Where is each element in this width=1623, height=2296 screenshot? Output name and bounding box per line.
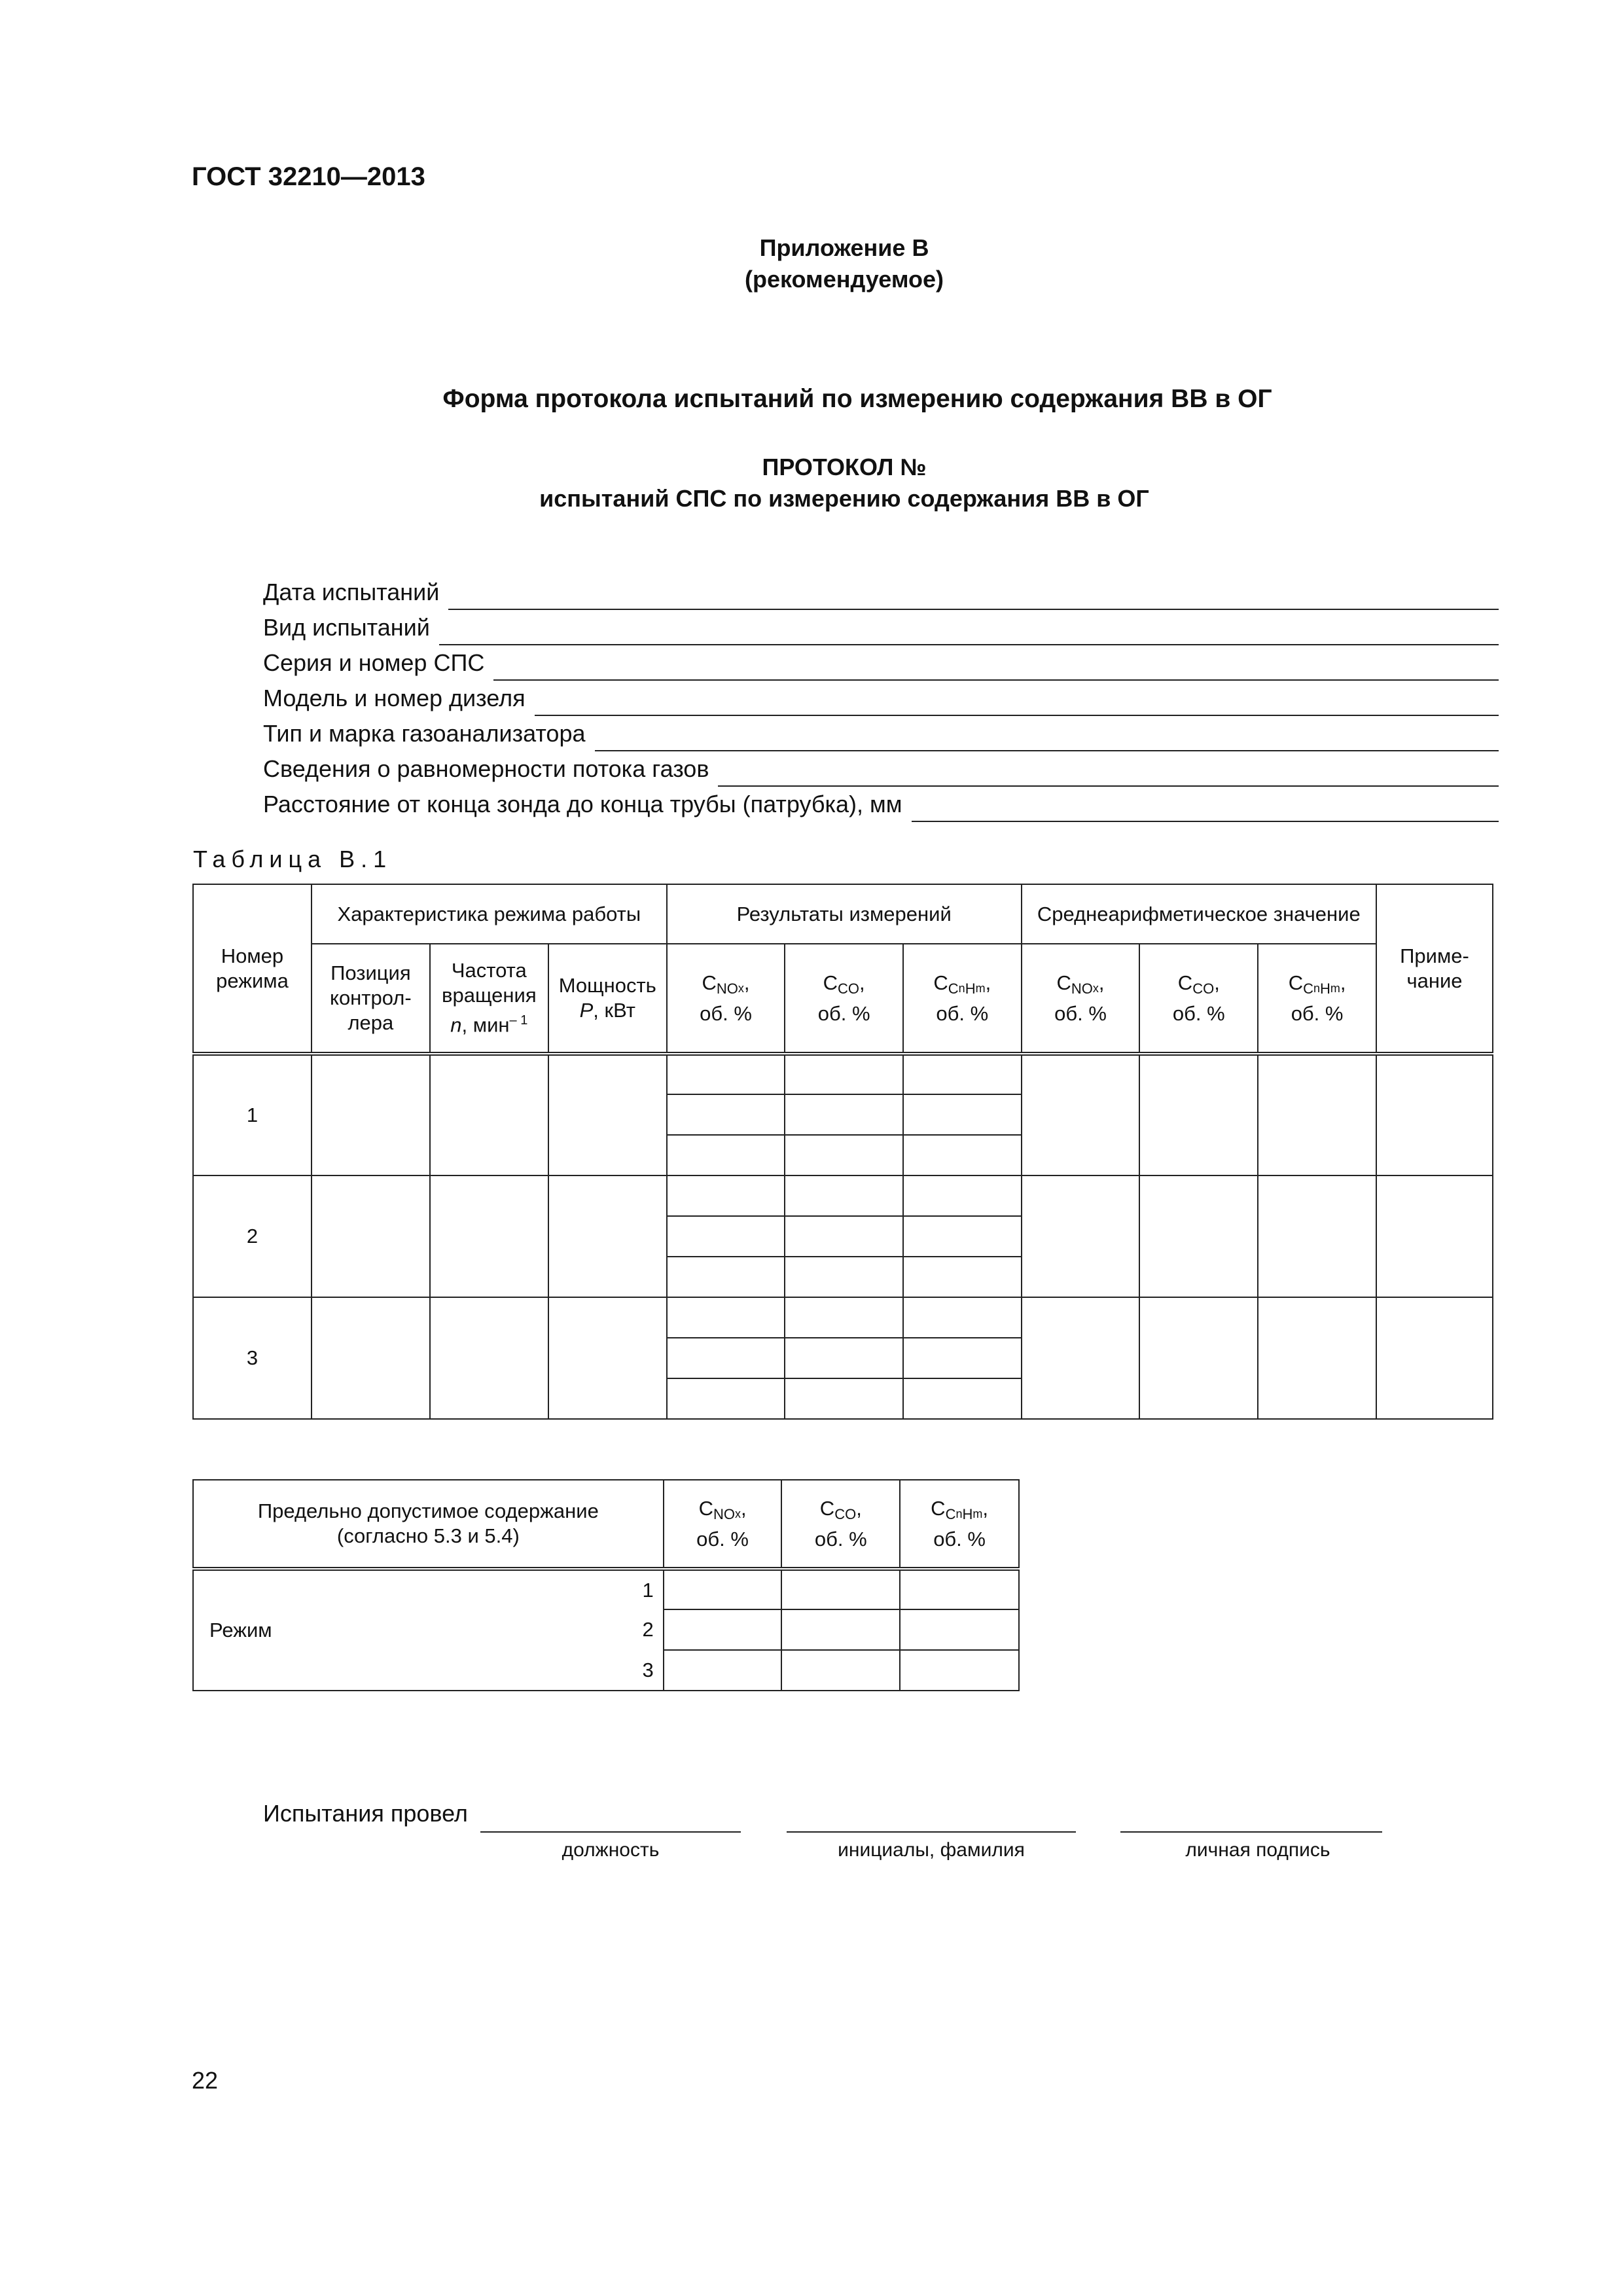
cell-result-cnhm[interactable] (903, 1175, 1022, 1216)
field-blank-line[interactable] (535, 681, 1499, 716)
header-power-label: Мощность (558, 974, 656, 997)
field-blank-line[interactable] (912, 787, 1499, 822)
cell-position[interactable] (312, 1175, 430, 1297)
field-label: Серия и номер СПС (263, 649, 485, 676)
limit-mode-number: 3 (546, 1650, 664, 1691)
name-caption: инициалы, фамилия (838, 1839, 1025, 1861)
header-power (548, 944, 667, 1054)
cell-result-nox[interactable] (667, 1257, 785, 1297)
measurement-table (192, 884, 1493, 1420)
protocol-number: ПРОТОКОЛ № (762, 454, 927, 480)
cell-result-cnhm[interactable] (903, 1094, 1022, 1135)
appendix-title: Приложение В (759, 234, 929, 261)
signature-label: Испытания провел (263, 1800, 468, 1827)
cell-position[interactable] (312, 1297, 430, 1419)
limit-mode-number: 2 (546, 1609, 664, 1650)
limit-header-cnhm: $C_Cn_Hm$, об. % (900, 1480, 1019, 1569)
protocol-subtitle: испытаний СПС по измерению содержания ВВ в ОГ (539, 485, 1149, 512)
cell-limit-cnhm[interactable] (900, 1609, 1019, 1650)
field-series-number[interactable] (263, 645, 1499, 681)
appendix-status: (рекомендуемое) (745, 266, 944, 293)
header-controller-position: Позиция контрол-лера (312, 944, 430, 1054)
limit-mode-label: Режим (193, 1569, 546, 1691)
limit-header-title: Предельно допустимое содержание (257, 1499, 599, 1522)
cell-result-nox[interactable] (667, 1175, 785, 1216)
header-result-nox: $C_{NO}x$, об. % (667, 944, 785, 1054)
protocol-heading (327, 452, 1361, 514)
cell-result-co[interactable] (785, 1257, 903, 1297)
cell-note[interactable] (1376, 1175, 1493, 1297)
cell-result-cnhm[interactable] (903, 1135, 1022, 1175)
cell-limit-nox[interactable] (664, 1569, 782, 1609)
sign-caption: личная подпись (1185, 1839, 1330, 1861)
header-rotation-speed (430, 944, 548, 1054)
cell-power[interactable] (548, 1175, 667, 1297)
cell-note[interactable] (1376, 1297, 1493, 1419)
header-mode-number: Номер режима (193, 884, 312, 1054)
header-avg-nox: $C_{NO}x$, об. % (1022, 944, 1140, 1054)
position-caption: должность (562, 1839, 660, 1861)
limit-header-co: $C_{CO}$, об. % (781, 1480, 900, 1569)
cell-result-co[interactable] (785, 1094, 903, 1135)
mode-number-cell: 1 (193, 1054, 312, 1175)
cell-result-cnhm[interactable] (903, 1378, 1022, 1419)
field-label: Тип и марка газоанализатора (263, 720, 586, 747)
form-title: Форма протокола испытаний по измерению содержания ВВ в ОГ (442, 385, 1272, 413)
cell-result-nox[interactable] (667, 1216, 785, 1257)
cell-speed[interactable] (430, 1054, 548, 1175)
header-speed-label: Частота вращения (442, 959, 537, 1007)
table-caption: Таблица В.1 (193, 846, 393, 872)
cell-position[interactable] (312, 1054, 430, 1175)
signature-line[interactable] (1120, 1831, 1382, 1833)
position-line[interactable] (480, 1831, 741, 1833)
field-label: Расстояние от конца зонда до конца трубы (патрубка), мм (263, 791, 902, 817)
header-result-co: $C_{CO}$, об. % (785, 944, 903, 1054)
cell-speed[interactable] (430, 1175, 548, 1297)
cell-result-co[interactable] (785, 1378, 903, 1419)
limit-table (192, 1479, 1020, 1691)
document-code: ГОСТ 32210—2013 (192, 162, 425, 191)
field-blank-line[interactable] (439, 610, 1499, 645)
table-row (193, 1175, 1493, 1216)
cell-avg-co[interactable] (1139, 1054, 1258, 1175)
field-blank-line[interactable] (493, 645, 1499, 681)
header-power-unit: P, кВт (579, 999, 635, 1022)
cell-result-nox[interactable] (667, 1338, 785, 1378)
cell-result-co[interactable] (785, 1135, 903, 1175)
cell-result-co[interactable] (785, 1338, 903, 1378)
field-label: Модель и номер дизеля (263, 685, 526, 711)
cell-avg-co[interactable] (1139, 1297, 1258, 1419)
field-blank-line[interactable] (718, 751, 1499, 787)
cell-result-nox[interactable] (667, 1094, 785, 1135)
cell-result-nox[interactable] (667, 1054, 785, 1094)
signature-block (263, 1800, 1389, 1878)
cell-result-co[interactable] (785, 1216, 903, 1257)
field-label: Дата испытаний (263, 579, 440, 605)
cell-result-cnhm[interactable] (903, 1338, 1022, 1378)
mode-number-cell: 3 (193, 1297, 312, 1419)
page-number: 22 (192, 2067, 219, 2094)
header-measurement-results: Результаты измерений (667, 884, 1022, 944)
cell-avg-nox[interactable] (1022, 1297, 1140, 1419)
cell-avg-nox[interactable] (1022, 1175, 1140, 1297)
field-diesel-model[interactable] (263, 681, 1499, 716)
limit-header-reference: (согласно 5.3 и 5.4) (336, 1524, 520, 1547)
cell-speed[interactable] (430, 1297, 548, 1419)
cell-limit-co[interactable] (781, 1650, 900, 1691)
cell-result-cnhm[interactable] (903, 1257, 1022, 1297)
field-flow-uniformity[interactable] (263, 751, 1499, 787)
table-row (193, 1054, 1493, 1094)
header-result-cnhm: $C_Cn_Hm$, об. % (903, 944, 1022, 1054)
cell-limit-cnhm[interactable] (900, 1569, 1019, 1609)
cell-limit-nox[interactable] (664, 1609, 782, 1650)
field-blank-line[interactable] (595, 716, 1499, 751)
header-avg-cnhm: $C_Cn_Hm$, об. % (1258, 944, 1376, 1054)
name-line[interactable] (787, 1831, 1076, 1833)
field-label: Вид испытаний (263, 614, 430, 641)
cell-power[interactable] (548, 1054, 667, 1175)
limit-mode-number: 1 (546, 1569, 664, 1609)
header-avg-co: $C_{CO}$, об. % (1139, 944, 1258, 1054)
limit-header-nox: $C_{NO}x$, об. % (664, 1480, 782, 1569)
cell-result-co[interactable] (785, 1054, 903, 1094)
mode-number-cell: 2 (193, 1175, 312, 1297)
cell-note[interactable] (1376, 1054, 1493, 1175)
table-row (193, 1569, 1019, 1609)
cell-result-cnhm[interactable] (903, 1216, 1022, 1257)
cell-limit-nox[interactable] (664, 1650, 782, 1691)
cell-avg-cnhm[interactable] (1258, 1175, 1376, 1297)
cell-avg-nox[interactable] (1022, 1054, 1140, 1175)
field-test-type[interactable] (263, 610, 1499, 645)
header-speed-unit: n, мин$^{- 1}$ (450, 1013, 528, 1037)
cell-result-nox[interactable] (667, 1135, 785, 1175)
cell-result-cnhm[interactable] (903, 1054, 1022, 1094)
field-probe-distance[interactable] (263, 787, 1499, 822)
header-mode-characteristics: Характеристика режима работы (312, 884, 667, 944)
header-note: Приме-чание (1376, 884, 1493, 1054)
header-average-value: Среднеарифметическое значение (1022, 884, 1376, 944)
limit-header (193, 1480, 664, 1569)
cell-avg-co[interactable] (1139, 1175, 1258, 1297)
cell-avg-cnhm[interactable] (1258, 1297, 1376, 1419)
cell-avg-cnhm[interactable] (1258, 1054, 1376, 1175)
field-blank-line[interactable] (448, 575, 1499, 610)
field-label: Сведения о равномерности потока газов (263, 755, 709, 782)
cell-result-nox[interactable] (667, 1297, 785, 1338)
cell-power[interactable] (548, 1297, 667, 1419)
cell-limit-co[interactable] (781, 1569, 900, 1609)
cell-limit-cnhm[interactable] (900, 1650, 1019, 1691)
cell-result-co[interactable] (785, 1297, 903, 1338)
cell-limit-co[interactable] (781, 1609, 900, 1650)
field-test-date[interactable] (263, 575, 1499, 610)
cell-result-cnhm[interactable] (903, 1297, 1022, 1338)
field-gas-analyzer[interactable] (263, 716, 1499, 751)
cell-result-co[interactable] (785, 1175, 903, 1216)
table-row (193, 1297, 1493, 1338)
cell-result-nox[interactable] (667, 1378, 785, 1419)
appendix-heading (589, 232, 1099, 295)
